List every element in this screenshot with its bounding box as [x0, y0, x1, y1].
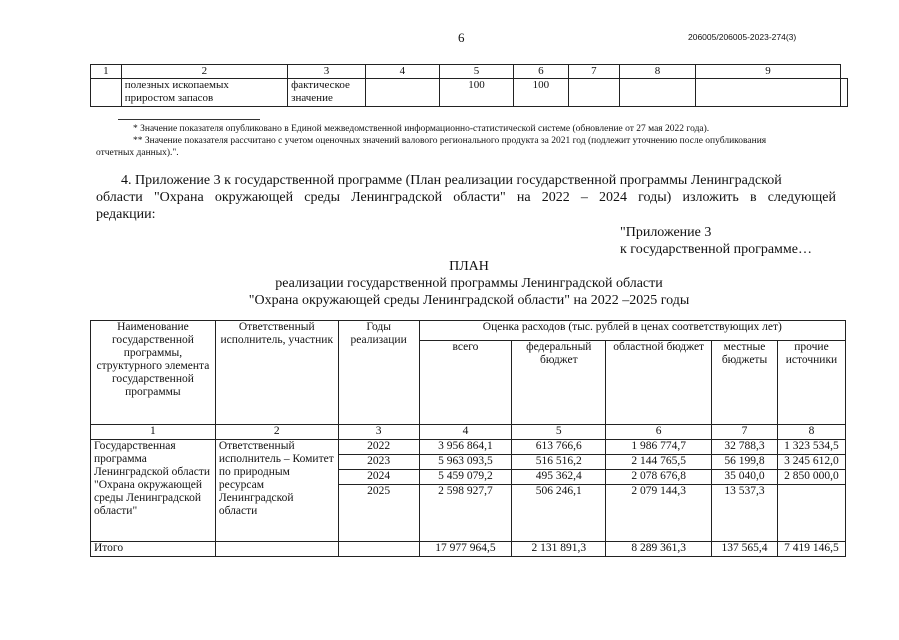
col-1-header: 1	[91, 65, 122, 79]
footnote-2-line: отчетных данных).".	[96, 148, 179, 158]
year-cell: 2025	[338, 485, 419, 542]
header-name: Наименование государственной программы, структурного элемента государственной программы	[91, 321, 216, 425]
value-cell: 100	[514, 79, 569, 107]
federal-cell: 2 131 891,3	[512, 542, 606, 557]
col-6-header: 6	[514, 65, 569, 79]
header-federal: федеральный бюджет	[512, 341, 606, 425]
header-years: Годы реализации	[338, 321, 419, 425]
col-3-header: 3	[288, 65, 366, 79]
plan-subtitle: реализации государственной программы Ленинградской области	[275, 276, 663, 291]
plan-title: ПЛАН	[449, 259, 489, 274]
total-row	[91, 542, 846, 557]
cell-empty	[696, 79, 841, 107]
plan-subtitle: "Охрана окружающей среды Ленинградской области" на 2022 –2025 годы	[248, 293, 690, 308]
paragraph-line: 4. Приложение 3 к государственной программе (План реализации государственной программы Ленинградской	[121, 173, 782, 188]
column-number: 4	[419, 425, 512, 440]
local-cell: 32 788,3	[712, 440, 778, 455]
local-cell: 13 537,3	[712, 485, 778, 542]
federal-cell: 506 246,1	[512, 485, 606, 542]
total-cell: 2 598 927,7	[419, 485, 512, 542]
cell-empty	[338, 542, 419, 557]
cell-empty	[568, 79, 619, 107]
col-5-header: 5	[439, 65, 513, 79]
paragraph-line: редакции:	[96, 207, 156, 222]
regional-cell: 2 144 765,5	[606, 455, 712, 470]
regional-cell: 2 078 676,8	[606, 470, 712, 485]
year-cell: 2023	[338, 455, 419, 470]
column-number: 3	[338, 425, 419, 440]
header-cost-estimate: Оценка расходов (тыс. рублей в ценах соответствующих лет)	[419, 321, 845, 341]
federal-cell: 495 362,4	[512, 470, 606, 485]
local-cell: 56 199,8	[712, 455, 778, 470]
indicator-name-line: приростом запасов	[124, 92, 214, 104]
total-label: Итого	[91, 542, 216, 557]
document-id: 206005/206005-2023-274(3)	[688, 32, 797, 42]
indicator-name-cell	[121, 79, 287, 107]
column-number: 8	[777, 425, 845, 440]
header-total: всего	[419, 341, 512, 425]
header-responsible: Ответственный исполнитель, участник	[215, 321, 338, 425]
total-cell: 5 963 093,5	[419, 455, 512, 470]
regional-cell: 1 986 774,7	[606, 440, 712, 455]
value-cell: 100	[439, 79, 513, 107]
cell-empty	[841, 79, 848, 107]
value-type-line: значение	[291, 92, 333, 104]
indicators-table-fragment	[90, 64, 848, 107]
col-9-header: 9	[696, 65, 841, 79]
table-row	[91, 79, 848, 107]
other-cell: 7 419 146,5	[777, 542, 845, 557]
paragraph-line: области "Охрана окружающей среды Ленинградской области" на 2022 – 2024 годы) изложить в следующей	[96, 190, 836, 205]
year-cell: 2024	[338, 470, 419, 485]
column-number: 1	[91, 425, 216, 440]
column-number: 2	[215, 425, 338, 440]
total-cell: 17 977 964,5	[419, 542, 512, 557]
cell-empty	[91, 79, 122, 107]
cell-empty	[365, 79, 439, 107]
other-cell: 2 850 000,0	[777, 470, 845, 485]
col-7-header: 7	[568, 65, 619, 79]
plan-table	[90, 320, 846, 557]
value-type-cell	[288, 79, 366, 107]
appendix-caption-line: к государственной программе…	[620, 242, 812, 257]
table-header-row	[91, 321, 846, 341]
appendix-caption-line: "Приложение 3	[620, 225, 712, 240]
footnote-2-line: ** Значение показателя рассчитано с учетом оценочных значений валового регионального продукта за 2021 год (подлежит уточнению после опубликования	[133, 136, 767, 146]
column-number: 7	[712, 425, 778, 440]
federal-cell: 613 766,6	[512, 440, 606, 455]
header-regional: областной бюджет	[606, 341, 712, 425]
other-cell: 3 245 612,0	[777, 455, 845, 470]
table-header-row	[91, 65, 848, 79]
page-number: 6	[458, 30, 465, 45]
regional-cell: 2 079 144,3	[606, 485, 712, 542]
total-cell: 5 459 079,2	[419, 470, 512, 485]
footnote-1: * Значение показателя опубликовано в Единой межведомственной информационно-статистической системе (обновление от 27 мая 2022 года).	[133, 124, 710, 134]
other-cell	[777, 485, 845, 542]
regional-cell: 8 289 361,3	[606, 542, 712, 557]
header-local: местные бюджеты	[712, 341, 778, 425]
col-8-header: 8	[620, 65, 696, 79]
column-number: 6	[606, 425, 712, 440]
col-2-header: 2	[121, 65, 287, 79]
table-row	[91, 440, 846, 455]
indicator-name-line: полезных ископаемых	[124, 79, 229, 91]
col-4-header: 4	[365, 65, 439, 79]
column-number: 5	[512, 425, 606, 440]
total-cell: 3 956 864,1	[419, 440, 512, 455]
program-name-cell: Государственная программа Ленинградской области "Охрана окружающей среды Ленинградской области"	[91, 440, 216, 542]
other-cell: 1 323 534,5	[777, 440, 845, 455]
column-number-row	[91, 425, 846, 440]
footnote-separator	[118, 119, 260, 120]
cell-empty	[620, 79, 696, 107]
header-other: прочие источники	[777, 341, 845, 425]
federal-cell: 516 516,2	[512, 455, 606, 470]
responsible-cell: Ответственный исполнитель – Комитет по природным ресурсам Ленинградской области	[215, 440, 338, 542]
year-cell: 2022	[338, 440, 419, 455]
value-type-line: фактическое	[291, 79, 350, 91]
local-cell: 137 565,4	[712, 542, 778, 557]
cell-empty	[215, 542, 338, 557]
local-cell: 35 040,0	[712, 470, 778, 485]
